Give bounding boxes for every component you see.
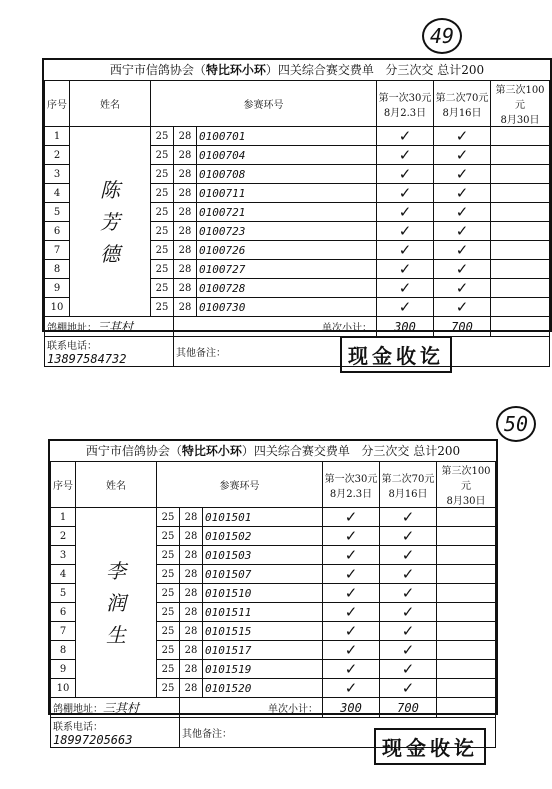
pay3-check: [437, 679, 496, 698]
ring-prefix-b: 28: [180, 641, 203, 660]
ring-prefix-a: 25: [151, 127, 174, 146]
pay3-label: 第三次100元: [495, 85, 545, 111]
subtotal-label: 单次小计：: [174, 317, 377, 337]
ring-prefix-b: 28: [174, 279, 197, 298]
ring-prefix-b: 28: [174, 184, 197, 203]
pay2-check: ✓: [380, 546, 437, 565]
row-seq: 4: [45, 184, 70, 203]
pay2-check: ✓: [434, 222, 491, 241]
ring-prefix-b: 28: [174, 222, 197, 241]
pay2-check: ✓: [434, 184, 491, 203]
row-seq: 7: [51, 622, 76, 641]
page-number: 49: [422, 18, 462, 54]
title-suffix: ）四关综合赛交费单: [241, 444, 350, 458]
ring-number: 0101507: [203, 565, 323, 584]
pay1-check: ✓: [377, 146, 434, 165]
phone-label: 联系电话：: [47, 341, 97, 352]
notes-label: 其他备注：: [182, 729, 232, 740]
ring-number: 0100701: [197, 127, 377, 146]
pay2-date: 8月16日: [442, 107, 482, 119]
ring-number: 0101501: [203, 508, 323, 527]
ring-prefix-b: 28: [174, 165, 197, 184]
pay1-check: ✓: [323, 622, 380, 641]
ring-prefix-a: 25: [151, 165, 174, 184]
header-name: 姓名: [76, 462, 157, 508]
receipt-sheet-1: [0, 0, 552, 394]
ring-number: 0100728: [197, 279, 377, 298]
pay2-check: ✓: [380, 622, 437, 641]
pay1-check: ✓: [323, 508, 380, 527]
ring-prefix-b: 28: [180, 660, 203, 679]
ring-number: 0100723: [197, 222, 377, 241]
pay1-check: ✓: [323, 641, 380, 660]
pay1-label: 第一次30元: [378, 92, 432, 104]
pay1-check: ✓: [377, 279, 434, 298]
ring-number: 0100730: [197, 298, 377, 317]
pay2-check: ✓: [434, 127, 491, 146]
title-bold: 特比环小环: [205, 63, 266, 77]
pay1-check: ✓: [323, 603, 380, 622]
pay3-check: [491, 279, 550, 298]
pay2-check: ✓: [380, 565, 437, 584]
ring-prefix-a: 25: [157, 565, 180, 584]
ring-prefix-a: 25: [151, 203, 174, 222]
row-seq: 6: [45, 222, 70, 241]
ring-prefix-a: 25: [151, 260, 174, 279]
ring-prefix-b: 28: [180, 584, 203, 603]
ring-number: 0101503: [203, 546, 323, 565]
ring-number: 0101510: [203, 584, 323, 603]
pay3-check: [491, 222, 550, 241]
ring-prefix-a: 25: [151, 184, 174, 203]
loft-address: [51, 698, 180, 718]
phone-label: 联系电话：: [53, 722, 103, 733]
pay2-label: 第二次70元: [381, 473, 435, 485]
ring-prefix-b: 28: [180, 622, 203, 641]
pay3-check: [491, 184, 550, 203]
pay3-check: [437, 527, 496, 546]
header-pay2: [434, 81, 491, 127]
pay1-label: 第一次30元: [324, 473, 378, 485]
pay2-check: ✓: [380, 603, 437, 622]
name-char: 陈: [100, 177, 120, 202]
receipt-sheet-2: [0, 392, 552, 789]
participant-name: [70, 127, 151, 317]
fee-form: [48, 439, 498, 747]
ring-prefix-b: 28: [180, 679, 203, 698]
row-seq: 8: [45, 260, 70, 279]
name-char: 生: [106, 622, 126, 647]
ring-prefix-b: 28: [180, 603, 203, 622]
pay3-check: [491, 203, 550, 222]
ring-prefix-a: 25: [151, 298, 174, 317]
pay3-check: [491, 127, 550, 146]
ring-prefix-b: 28: [174, 127, 197, 146]
row-seq: 5: [45, 203, 70, 222]
phone-value: 13897584732: [47, 352, 127, 366]
table-row: [51, 508, 496, 527]
ring-number: 0101520: [203, 679, 323, 698]
row-seq: 10: [45, 298, 70, 317]
ring-prefix-a: 25: [157, 584, 180, 603]
row-seq: 3: [45, 165, 70, 184]
row-seq: 1: [45, 127, 70, 146]
name-char: 芳: [100, 209, 120, 234]
title-prefix: 西宁市信鸽协会（: [109, 63, 206, 77]
pay3-check: [491, 241, 550, 260]
form-title: [50, 441, 496, 462]
ring-number: 0101519: [203, 660, 323, 679]
pay2-date: 8月16日: [388, 488, 428, 500]
row-seq: 3: [51, 546, 76, 565]
ring-prefix-a: 25: [157, 527, 180, 546]
header-seq: 序号: [45, 81, 70, 127]
ring-number: 0101517: [203, 641, 323, 660]
row-seq: 8: [51, 641, 76, 660]
pay1-check: ✓: [377, 241, 434, 260]
subtotal-2: 700: [380, 698, 437, 718]
ring-prefix-b: 28: [174, 260, 197, 279]
pay3-check: [491, 298, 550, 317]
cash-received-stamp: 现金收讫: [340, 336, 452, 373]
title-note: 分三次交 总计200: [361, 444, 461, 458]
pay2-check: ✓: [380, 660, 437, 679]
ring-prefix-b: 28: [174, 241, 197, 260]
ring-number: 0101515: [203, 622, 323, 641]
pay3-check: [437, 641, 496, 660]
loft-address: [45, 317, 174, 337]
fee-table: [44, 80, 550, 367]
loft-label: 鸽棚地址：: [53, 704, 103, 715]
pay1-check: ✓: [377, 222, 434, 241]
contact-phone: [51, 718, 180, 748]
ring-prefix-b: 28: [180, 527, 203, 546]
pay3-check: [491, 146, 550, 165]
subtotal-label: 单次小计：: [180, 698, 323, 718]
pay1-check: ✓: [377, 165, 434, 184]
row-seq: 9: [51, 660, 76, 679]
header-pay1: [323, 462, 380, 508]
ring-prefix-a: 25: [157, 622, 180, 641]
pay3-label: 第三次100元: [441, 466, 491, 492]
row-seq: 2: [51, 527, 76, 546]
pay1-check: ✓: [377, 127, 434, 146]
ring-prefix-b: 28: [180, 546, 203, 565]
row-seq: 2: [45, 146, 70, 165]
ring-prefix-a: 25: [157, 679, 180, 698]
pay3-check: [437, 660, 496, 679]
pay3-check: [491, 165, 550, 184]
row-seq: 10: [51, 679, 76, 698]
pay2-check: ✓: [434, 146, 491, 165]
subtotal-3: [437, 698, 496, 718]
title-note: 分三次交 总计200: [385, 63, 485, 77]
pay2-check: ✓: [380, 641, 437, 660]
ring-number: 0100727: [197, 260, 377, 279]
pay2-check: ✓: [380, 527, 437, 546]
pay2-check: ✓: [380, 584, 437, 603]
pay3-check: [437, 584, 496, 603]
pay3-check: [437, 603, 496, 622]
pay1-check: ✓: [323, 527, 380, 546]
pay1-check: ✓: [323, 565, 380, 584]
header-ring: 参赛环号: [157, 462, 323, 508]
row-seq: 6: [51, 603, 76, 622]
ring-prefix-a: 25: [157, 660, 180, 679]
pay2-check: ✓: [380, 679, 437, 698]
cash-received-stamp: 现金收讫: [374, 728, 486, 765]
ring-number: 0100708: [197, 165, 377, 184]
pay3-date: 8月30日: [500, 115, 540, 126]
ring-prefix-b: 28: [174, 203, 197, 222]
fee-table: [50, 461, 496, 748]
header-pay2: [380, 462, 437, 508]
ring-prefix-a: 25: [157, 641, 180, 660]
pay3-check: [437, 622, 496, 641]
ring-prefix-a: 25: [157, 546, 180, 565]
row-seq: 5: [51, 584, 76, 603]
ring-prefix-a: 25: [151, 146, 174, 165]
title-prefix: 西宁市信鸽协会（: [85, 444, 182, 458]
ring-prefix-a: 25: [151, 222, 174, 241]
ring-prefix-b: 28: [174, 298, 197, 317]
header-seq: 序号: [51, 462, 76, 508]
pay1-date: 8月2.3日: [329, 488, 373, 500]
title-bold: 特比环小环: [181, 444, 242, 458]
pay1-check: ✓: [377, 260, 434, 279]
contact-phone: [45, 337, 174, 367]
subtotal-2: 700: [434, 317, 491, 337]
title-suffix: ）四关综合赛交费单: [265, 63, 374, 77]
header-pay3: [437, 462, 496, 508]
ring-prefix-b: 28: [180, 565, 203, 584]
name-char: 德: [100, 241, 120, 266]
ring-prefix-b: 28: [174, 146, 197, 165]
row-seq: 9: [45, 279, 70, 298]
row-seq: 1: [51, 508, 76, 527]
pay2-check: ✓: [434, 298, 491, 317]
header-pay3: [491, 81, 550, 127]
notes-label: 其他备注：: [176, 348, 226, 359]
page-number: 50: [496, 406, 536, 442]
name-char: 润: [106, 590, 126, 615]
ring-prefix-a: 25: [157, 508, 180, 527]
pay2-check: ✓: [380, 508, 437, 527]
pay1-date: 8月2.3日: [383, 107, 427, 119]
row-seq: 4: [51, 565, 76, 584]
subtotal-1: 300: [377, 317, 434, 337]
ring-number: 0100711: [197, 184, 377, 203]
pay2-check: ✓: [434, 241, 491, 260]
ring-number: 0100721: [197, 203, 377, 222]
pay2-check: ✓: [434, 279, 491, 298]
pay1-check: ✓: [377, 298, 434, 317]
form-title: [44, 60, 550, 81]
ring-prefix-a: 25: [151, 241, 174, 260]
phone-value: 18997205663: [53, 733, 133, 747]
pay3-check: [437, 546, 496, 565]
pay1-check: ✓: [377, 184, 434, 203]
participant-name: [76, 508, 157, 698]
loft-value: 三其村: [97, 320, 134, 334]
pay3-check: [437, 508, 496, 527]
loft-label: 鸽棚地址：: [47, 323, 97, 334]
pay2-check: ✓: [434, 203, 491, 222]
ring-prefix-a: 25: [157, 603, 180, 622]
ring-number: 0100704: [197, 146, 377, 165]
header-pay1: [377, 81, 434, 127]
pay3-date: 8月30日: [446, 496, 486, 507]
pay1-check: ✓: [323, 584, 380, 603]
pay1-check: ✓: [377, 203, 434, 222]
pay3-check: [437, 565, 496, 584]
header-ring: 参赛环号: [151, 81, 377, 127]
ring-number: 0101502: [203, 527, 323, 546]
name-char: 李: [106, 558, 126, 583]
loft-value: 三其村: [103, 701, 140, 715]
ring-prefix-a: 25: [151, 279, 174, 298]
table-row: [45, 127, 550, 146]
ring-number: 0101511: [203, 603, 323, 622]
header-name: 姓名: [70, 81, 151, 127]
subtotal-3: [491, 317, 550, 337]
pay2-check: ✓: [434, 260, 491, 279]
pay1-check: ✓: [323, 546, 380, 565]
ring-number: 0100726: [197, 241, 377, 260]
pay2-label: 第二次70元: [435, 92, 489, 104]
subtotal-1: 300: [323, 698, 380, 718]
ring-prefix-b: 28: [180, 508, 203, 527]
pay2-check: ✓: [434, 165, 491, 184]
pay3-check: [491, 260, 550, 279]
pay1-check: ✓: [323, 679, 380, 698]
pay1-check: ✓: [323, 660, 380, 679]
row-seq: 7: [45, 241, 70, 260]
